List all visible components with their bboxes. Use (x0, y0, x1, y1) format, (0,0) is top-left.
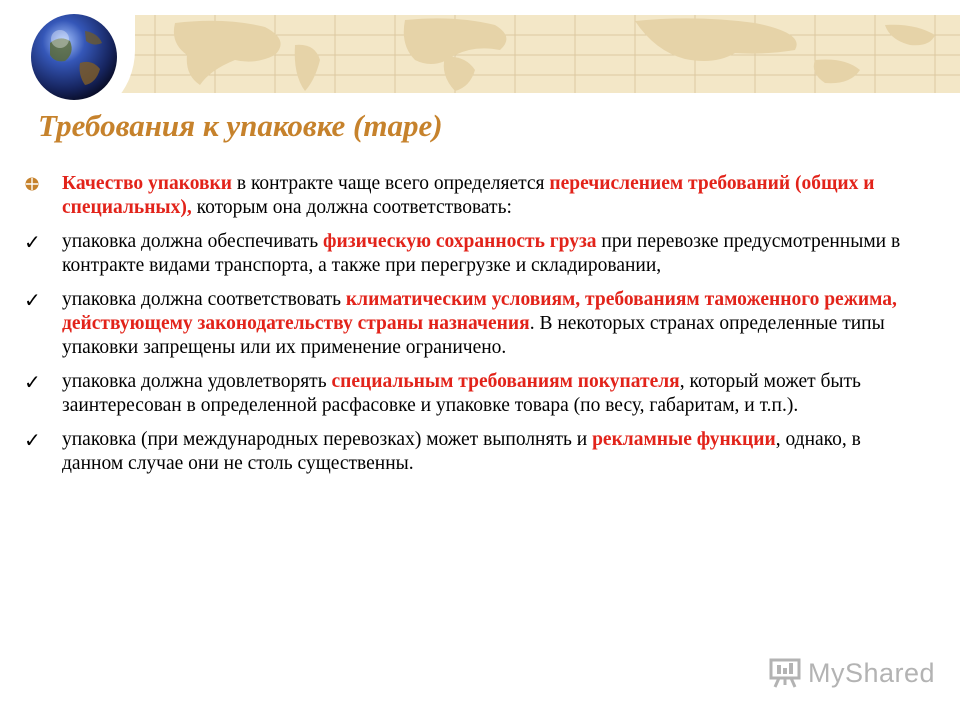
world-map-band (115, 15, 960, 93)
slide-body (20, 172, 925, 486)
checkmark-icon: ✓ (24, 230, 41, 254)
item-highlight: физическую сохранность груза (323, 231, 597, 252)
item-highlight: специальным требованиям покупателя (331, 371, 680, 392)
item-text-tail: , однако, в данном случае они не столь существенны. (62, 429, 861, 474)
list-item (20, 288, 925, 360)
intro-text-1: в контракте чаще всего определяется (231, 173, 550, 194)
item-text: упаковка (при международных перевозках) может выполнять и (62, 429, 593, 450)
item-text-tail: . В некоторых странах определенные типы упаковки запрещены или их применение ограничено. (62, 313, 885, 358)
list-item (20, 230, 925, 278)
item-text-tail: , который может быть заинтересован в определенной расфасовке и упаковке товара (по весу, габаритам, и т.п.). (62, 371, 861, 416)
checkmark-icon: ✓ (24, 370, 41, 394)
list-item (20, 428, 925, 476)
slide-title: Требования к упаковке (таре) (38, 108, 443, 143)
sphere-bullet-icon (25, 177, 39, 191)
item-text: упаковка должна обеспечивать (62, 231, 324, 252)
presentation-board-icon (768, 655, 802, 689)
intro-highlight-1: Качество упаковки (62, 173, 232, 194)
globe-corner (0, 0, 135, 125)
list-item (20, 370, 925, 418)
intro-highlight-2: перечислением требований (общих и специальных), (62, 173, 875, 218)
globe-icon (30, 13, 118, 101)
item-text: упаковка должна соответствовать (62, 289, 346, 310)
checkmark-icon: ✓ (24, 288, 41, 312)
item-text: упаковка должна удовлетворять (62, 371, 332, 392)
intro-text-2: которым она должна соответствовать: (191, 197, 512, 218)
checkmark-icon: ✓ (24, 428, 41, 452)
intro-paragraph (20, 172, 925, 220)
watermark-text: MyShared (808, 658, 936, 688)
world-map-graphic (115, 15, 960, 93)
item-text-tail: при перевозке предусмотренными в контракте видами транспорта, а также при перегрузке и складировании, (62, 231, 901, 276)
myshared-logo (768, 655, 938, 695)
item-highlight: климатическим условиям, требованиям таможенного режима, действующему законодательству страны назначения (62, 289, 897, 334)
item-highlight: рекламные функции (592, 429, 776, 450)
